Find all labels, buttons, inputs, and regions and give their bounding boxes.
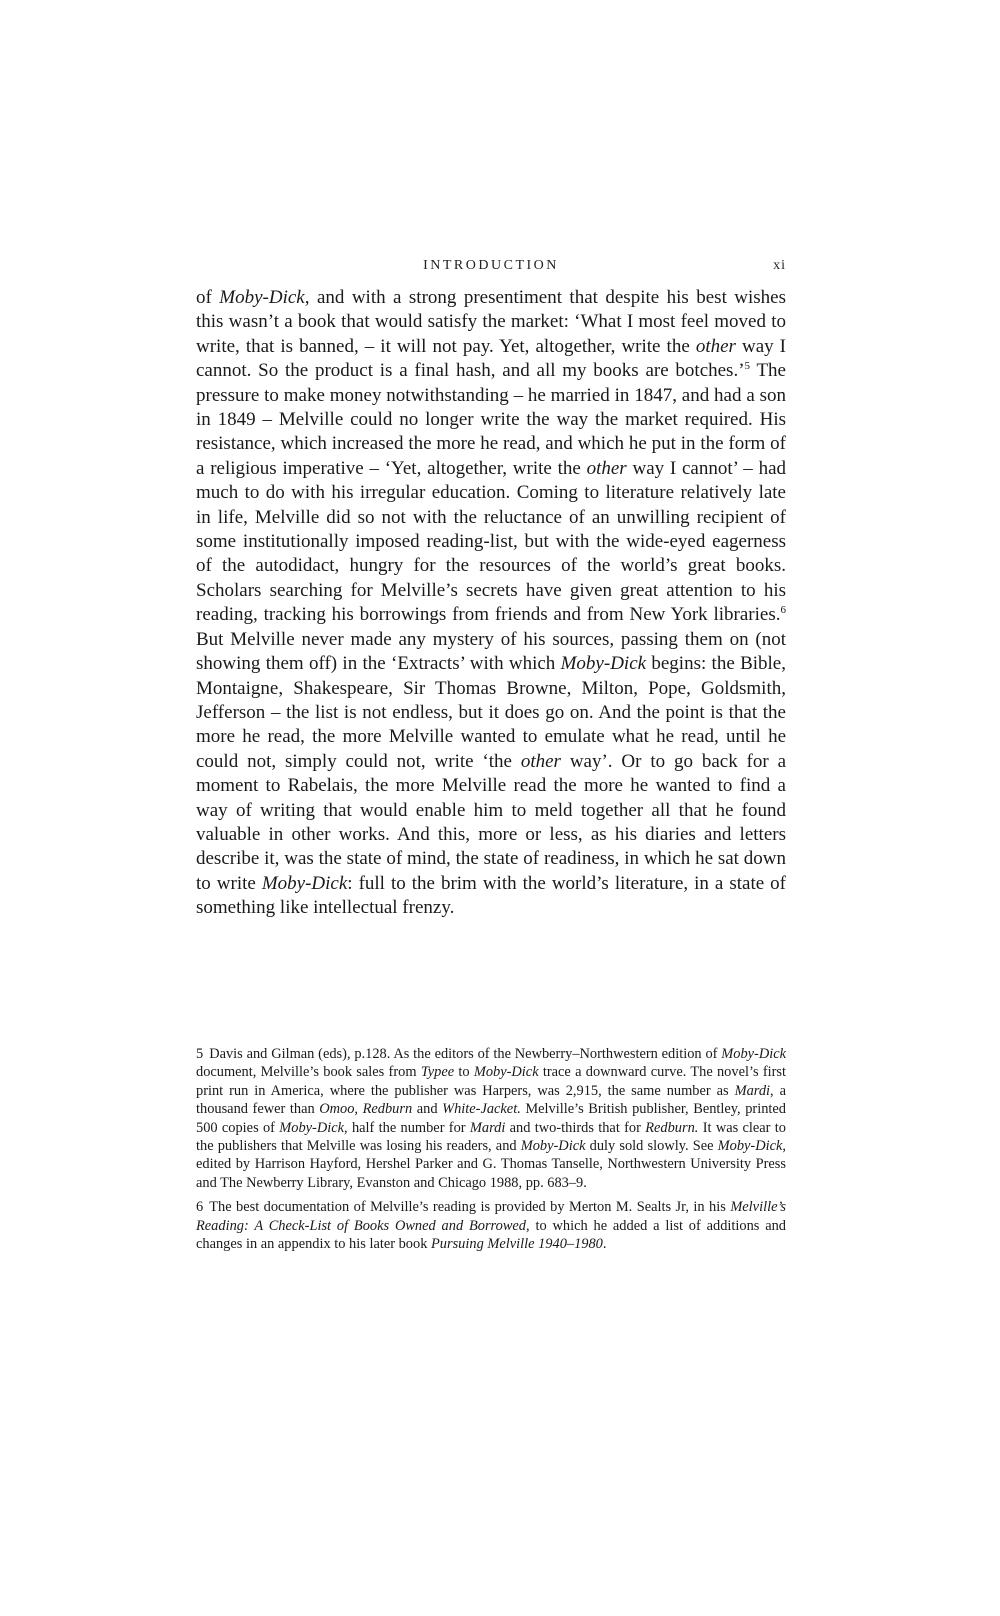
text-segment: . (602, 1236, 607, 1253)
text-segment: duly sold slowly. See (585, 1138, 718, 1155)
text-segment: The pressure to make money notwithstanding – he married in 1847, and had a son in 1849 – Melville could no longer write the way the market required. His resistance, which increased the more he read, and which he put in the form of a religious imperative – ‘Yet, altogether, write the (196, 360, 786, 479)
book-title: Omoo, Redburn (319, 1101, 413, 1118)
text-segment: to (454, 1064, 474, 1081)
book-title: Moby-Dick (473, 1064, 539, 1081)
text-segment: But Melville never made any mystery of his sources, passing them on (not showing them off) in the ‘Extracts’ with which (196, 628, 786, 675)
text-segment: The best documentation of Melville’s reading is provided by Merton M. Sealts Jr, in his (209, 1199, 731, 1216)
book-title: Typee (420, 1064, 455, 1081)
footnote-number: 6 (196, 1199, 204, 1216)
page-number: xi (773, 258, 786, 273)
emphasis: other (520, 750, 561, 772)
body-paragraph (196, 286, 786, 921)
book-title: Moby-Dick (721, 1046, 786, 1062)
book-title: Melville’s Reading: A Check-List of Books Owned and Borrowed (196, 1199, 786, 1234)
text-segment: and (412, 1101, 443, 1118)
emphasis: other (695, 335, 736, 357)
text-segment: , and with a strong presentiment that despite his best wishes this wasn’t a book that would satisfy the market: ‘What I most feel moved to write, that is banned, – it will not pay. Yet, altogether, write the (196, 287, 787, 357)
text-segment: , half the number for (344, 1119, 470, 1136)
text-segment: and two-thirds that for (505, 1119, 646, 1136)
book-title: Moby-Dick (560, 653, 647, 675)
footnotes (196, 1045, 786, 1259)
book-title: Mardi (734, 1082, 771, 1099)
book-title: Moby-Dick (520, 1138, 586, 1155)
text-segment: document, Melville’s book sales from (196, 1064, 421, 1081)
text-segment: trace a downward curve. The novel’s first print run in America, where the publisher was Harpers, was 2,915, the same number as (196, 1064, 787, 1099)
text-segment: , to which he added a list of additions and changes in an appendix to his later book (196, 1217, 787, 1253)
book-title: Moby-Dick (717, 1138, 783, 1155)
text-segment: begins: the Bible, Montaigne, Shakespeare, Sir Thomas Browne, Milton, Pope, Goldsmith, Jefferson – the list is not endless, but it does go on. And the point is that the more he read, the more Melville wanted to emulate what he read, until he could not, simply could not, write ‘the (196, 653, 786, 772)
book-title: Moby-Dick (279, 1119, 345, 1136)
book-title: White-Jacket. (442, 1101, 521, 1118)
text-segment: It was clear to the publishers that Melville was losing his readers, and (196, 1119, 786, 1155)
footnote-5 (196, 1045, 786, 1192)
text-segment: way’. Or to go back for a moment to Rabelais, the more Melville read the more he wanted to find a way of writing that would enable him to meld together all that he found valuable in other works. And this, more or less, as his diaries and letters describe it, was the state of mind, the state of readiness, in which he sat down to write (196, 750, 787, 894)
book-title: Pursuing Melville 1940–1980 (431, 1236, 603, 1253)
text-segment: of (196, 287, 220, 308)
book-title: Moby-Dick (219, 287, 305, 308)
text-segment: : full to the brim with the world’s literature, in a state of something like intellectual frenzy. (196, 872, 786, 919)
text-segment: , edited by Harrison Hayford, Hershel Parker and G. Thomas Tanselle, Northwestern University Press and The Newberry Library, Evanston and Chicago 1988, pp. 683–9. (196, 1138, 786, 1191)
footnote-ref-5[interactable]: 5 (744, 360, 751, 373)
emphasis: other (586, 457, 627, 479)
book-title: Moby-Dick (261, 872, 348, 894)
text-segment: Davis and Gilman (eds), p.128. As the editors of the Newberry–Northwestern edition of (209, 1046, 722, 1062)
footnote-6 (196, 1198, 786, 1253)
book-title: Mardi (469, 1119, 506, 1136)
text-segment: way I cannot’ – had much to do with his irregular education. Coming to literature relatively late in life, Melville did so not with the reluctance of an unwilling recipient of some institutionally imposed reading-list, but with the wide-eyed eagerness of the autodidact, hungry for the resources of the world’s great books. Scholars searching for Melville’s secrets have given great attention to his reading, tracking his borrowings from friends and from New York libraries. (196, 457, 786, 626)
running-head: INTRODUCTION (423, 258, 559, 273)
footnote-number: 5 (196, 1046, 204, 1062)
text-segment: way I cannot. So the product is a final hash, and all my books are botches.’ (196, 335, 786, 382)
footnote-ref-6[interactable]: 6 (780, 604, 786, 617)
text-segment: Melville’s British publisher, Bentley, printed 500 copies of (196, 1101, 786, 1136)
page-header (196, 258, 786, 282)
book-title: Redburn. (645, 1119, 699, 1136)
text-segment: , a thousand fewer than (196, 1082, 786, 1118)
